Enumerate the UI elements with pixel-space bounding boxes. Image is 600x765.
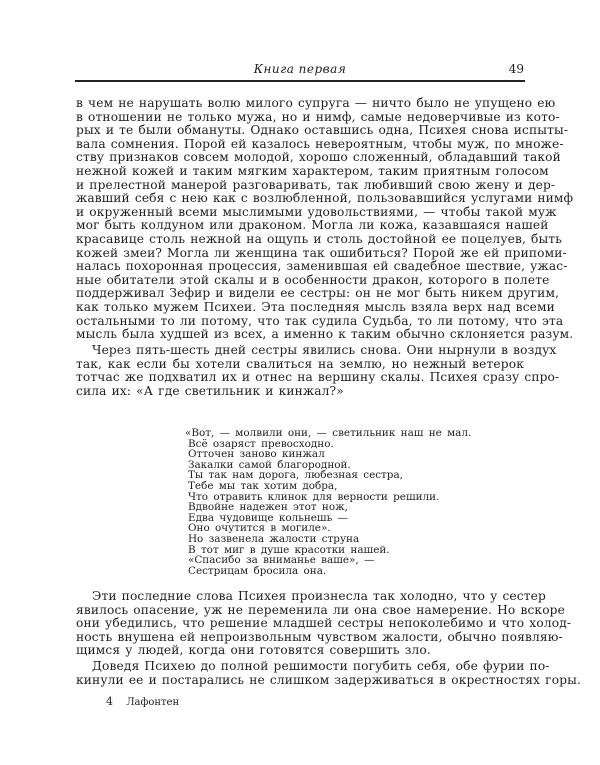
text-line: щимся у людей, когда они готовятся совершить зло. <box>76 643 431 658</box>
verse-line: Что отравить клинок для верности решили. <box>188 490 440 503</box>
text-line: сила их: «А где светильник и кинжал?» <box>76 383 344 398</box>
text-line: мысль была худшей из всех, а именно к таким обычно склоняется разум. <box>76 327 574 342</box>
text-line: красавице столь нежной на ощупь и столь достойной ее поцелуев, быть <box>76 232 563 246</box>
text-line: явилось опасение, уж не переменила ли она свое намерение. Но вскоре <box>76 602 565 617</box>
text-line: ные обитатели этой скалы и в особенности дракон, которого в полете <box>76 272 550 287</box>
signature-mark <box>106 695 179 708</box>
verse-line: Вдвойне надежен этот нож, <box>188 501 348 514</box>
page-number: 49 <box>508 62 524 76</box>
text-line: Эти последние слова Психея произнесла так холодно, что у сестер <box>92 589 546 603</box>
running-title: Книга первая <box>253 62 347 76</box>
signature-text: Лафонтен <box>126 697 180 708</box>
text-line: вала сомнения. Порой ей казалось невероятным, чтобы муж, по множе- <box>76 136 564 151</box>
text-line: жавший себя с нею как с возлюбленной, пользовавшийся услугами нимф <box>76 191 574 206</box>
verse-line: Едва чудовище кольнешь — <box>188 511 348 524</box>
text-line: кинули ее и постарались не слишком задерживаться в окрестностях горы. <box>76 672 582 687</box>
text-line: нежной кожей и таким мягким характером, таким приятным голосом <box>76 164 549 178</box>
signature-number: 4 <box>106 695 113 708</box>
text-line: они убедились, что решение младшей сестры непоколебимо и что холод- <box>76 616 572 631</box>
text-line: мог быть колдуном или драконом. Могла ли кожа, казавшаяся нашей <box>76 218 549 233</box>
header-rule <box>75 80 525 82</box>
verse-line: В тот миг в душе красотки нашей. <box>188 543 390 556</box>
verse-line: «Вот, — молвили они, — светильник наш не мал. <box>185 427 472 439</box>
text-line: и окруженный всеми мыслимыми удовольствиями, — чтобы такой муж <box>76 204 557 219</box>
text-line: в отношении не только мужа, но и нимф, самые недоверчивые из кото- <box>76 109 560 124</box>
verse-line: Отточен заново кинжал <box>188 448 325 461</box>
text-line: налась похоронная процессия, заменившая ей свадебное шествие, ужас- <box>76 259 568 274</box>
text-line: остальными то ли потому, что так судила Судьба, то ли потому, что эта <box>76 313 564 328</box>
text-line: поддерживал Зефир и видели ее сестры: он не мог быть никем другим, <box>76 286 560 301</box>
verse-line: Сестрицам бросила она. <box>188 564 327 577</box>
text-line: как только мужем Психеи. Эта последняя мысль взяла верх над всеми <box>76 300 555 314</box>
text-line: тотчас же подхватил их и отнес на вершину скалы. Психея сразу спро- <box>76 370 560 385</box>
text-line: ность внушена ей непроизвольным чувством жалости, обычно появляю- <box>76 629 563 644</box>
verse-line: Оно очутится в могиле». <box>188 522 331 535</box>
verse-line: Ты так нам дорога, любезная сестра, <box>188 469 403 482</box>
verse-line: Закалки самой благородной. <box>188 458 351 471</box>
verse-line: Но зазвенела жалости струна <box>188 533 360 545</box>
verse-line: Тебе мы так хотим добра, <box>188 480 338 492</box>
verse-line: Всё озаряст превосходно. <box>188 437 334 450</box>
text-line: кожей змеи? Могла ли женщина так ошибиться? Порой же ей припоми- <box>76 245 567 260</box>
text-line: и прелестной манерой разговаривать, так любивший свою жену и дер- <box>76 177 556 192</box>
verse-line: «Спасибо за вниманье ваше», — <box>188 554 375 567</box>
text-line: рых и те были обмануты. Однако оставшись одна, Психея снова испыты- <box>76 123 569 138</box>
text-line: Через пять-шесть дней сестры явились снова. Они нырнули в воздух <box>92 343 557 357</box>
text-line: так, как если бы хотели свалиться на землю, но нежный ветерок <box>76 356 524 371</box>
text-line: Доведя Психею до полной решимости погубить себя, обе фурии по- <box>92 659 550 673</box>
text-line: в чем не нарушать волю милого супруга — ничто было не упущено ею <box>76 96 556 110</box>
text-line: ству признаков совсем молодой, хорошо сложенный, обладавший такой <box>76 150 561 165</box>
